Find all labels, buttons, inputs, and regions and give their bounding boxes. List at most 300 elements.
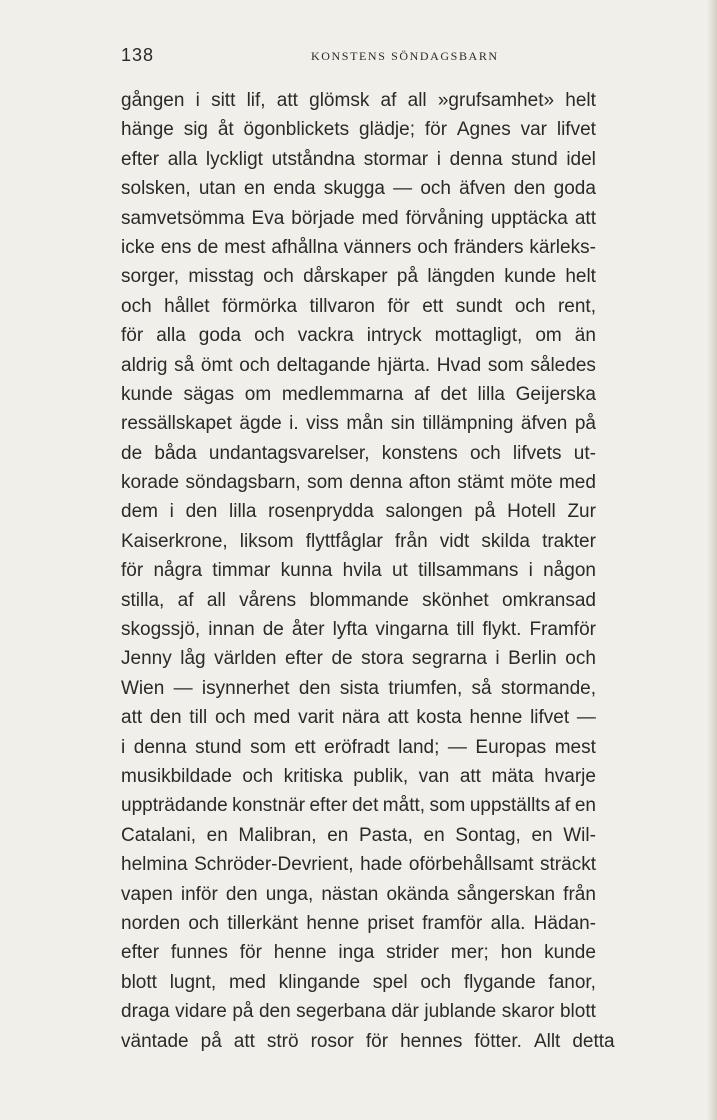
- word: konstens: [381, 442, 458, 464]
- word: tillämpning: [422, 413, 514, 435]
- word: i: [121, 736, 126, 758]
- word: triumfen,: [388, 677, 463, 699]
- word: liksom: [239, 530, 294, 552]
- word: Hotell: [507, 501, 556, 523]
- word: längden: [427, 266, 495, 288]
- word: hade: [360, 854, 403, 876]
- text-line: [121, 468, 596, 497]
- body-text: [121, 86, 615, 1056]
- word: stora: [361, 648, 404, 670]
- word: skilda: [481, 530, 530, 552]
- word: lifvet: [530, 707, 570, 729]
- word: sundt: [455, 295, 503, 317]
- word: båda: [154, 442, 197, 464]
- word: och: [470, 442, 501, 464]
- word: Zur: [567, 501, 596, 523]
- text-line: [121, 497, 596, 526]
- word: för: [424, 119, 448, 141]
- word: började: [291, 207, 355, 229]
- word: att: [459, 765, 481, 787]
- word: från: [394, 530, 428, 552]
- word: Catalani,: [121, 824, 196, 846]
- text-line: [121, 204, 596, 233]
- word: efter: [121, 148, 160, 170]
- word: lilla: [477, 383, 505, 405]
- word: kunde: [544, 942, 596, 964]
- word: vidt: [439, 530, 470, 552]
- word: —: [393, 178, 413, 200]
- text-line: [121, 174, 596, 203]
- word: ut: [391, 560, 408, 582]
- word: hvila: [342, 560, 382, 582]
- word: den: [149, 707, 182, 729]
- word: alla: [156, 325, 186, 347]
- word: vänners: [343, 236, 412, 258]
- word: Agnes: [456, 119, 511, 141]
- word: Europas: [475, 736, 547, 758]
- word: vackra: [297, 325, 354, 347]
- word: blott: [121, 971, 157, 993]
- word: denna: [349, 472, 403, 494]
- word: fränders: [453, 236, 524, 258]
- word: Schröder-Devrient,: [194, 854, 354, 876]
- text-line: [121, 791, 596, 820]
- word: segrarna: [411, 648, 487, 670]
- word: korade: [121, 472, 180, 494]
- word: med: [228, 971, 266, 993]
- word: någon: [543, 560, 596, 582]
- word: en: [574, 795, 596, 817]
- word: blott: [559, 1001, 596, 1023]
- word: som: [429, 795, 466, 817]
- text-line: [121, 762, 596, 791]
- text-line: [121, 409, 596, 438]
- page-edge-shadow: [707, 0, 717, 1120]
- word: där: [391, 1001, 419, 1023]
- word: kärleks-: [529, 236, 596, 258]
- word: van: [418, 765, 450, 787]
- word: en: [531, 824, 553, 846]
- word: sångerskan: [456, 883, 556, 905]
- word: spel: [372, 971, 408, 993]
- text-line: [121, 733, 596, 762]
- word: klingande: [278, 971, 361, 993]
- word: så: [174, 354, 195, 376]
- word: undantagsvarelser,: [208, 442, 370, 464]
- word: deltagande: [276, 354, 371, 376]
- word: med: [361, 207, 399, 229]
- word: ut-: [573, 442, 596, 464]
- word: mer;: [450, 942, 489, 964]
- word: helt: [565, 90, 596, 111]
- word: att: [276, 90, 298, 111]
- word: lyfta: [332, 619, 368, 641]
- word: medlemmarna: [281, 383, 404, 405]
- word: fanor,: [548, 971, 596, 993]
- word: äfven: [459, 178, 506, 200]
- word: priset: [367, 912, 414, 934]
- text-line: [121, 556, 596, 585]
- word: detta: [572, 1030, 615, 1052]
- word: de: [121, 442, 143, 464]
- word: i.: [289, 413, 299, 435]
- word: skaror: [501, 1001, 555, 1023]
- word: Framför: [529, 619, 596, 641]
- word: denna: [449, 148, 503, 170]
- word: land;: [398, 736, 440, 758]
- word: för: [121, 325, 144, 347]
- word: alla.: [490, 912, 526, 934]
- word: funnes: [170, 942, 228, 964]
- word: afton: [408, 472, 451, 494]
- word: inför: [180, 883, 218, 905]
- word: lif,: [246, 90, 266, 111]
- word: all: [407, 90, 427, 111]
- word: viss: [306, 413, 339, 435]
- word: ömt: [200, 354, 233, 376]
- word: kritiska: [283, 765, 343, 787]
- word: ens: [160, 236, 192, 258]
- word: äfven: [520, 413, 568, 435]
- word: gången: [121, 90, 185, 111]
- word: åter: [291, 619, 325, 641]
- word: hon: [500, 942, 533, 964]
- word: flyttfåglar: [305, 530, 383, 552]
- word: och: [565, 648, 596, 670]
- word: af: [554, 795, 571, 817]
- word: tillvaron: [309, 295, 376, 317]
- text-line: [121, 997, 596, 1026]
- word: idel: [566, 148, 596, 170]
- word: väntade: [121, 1030, 189, 1052]
- word: den: [258, 1001, 291, 1023]
- word: för: [365, 1030, 389, 1052]
- word: Wil-: [563, 824, 596, 846]
- word: åt: [217, 119, 234, 141]
- word: sträckt: [540, 854, 596, 876]
- text-line: [121, 938, 596, 967]
- word: Eva: [251, 207, 285, 229]
- word: timmar: [212, 560, 271, 582]
- word: Pasta,: [359, 824, 413, 846]
- word: låg: [180, 648, 206, 670]
- word: söndagsbarn,: [185, 472, 301, 494]
- word: en: [327, 824, 349, 846]
- word: innan: [208, 619, 255, 641]
- word: kunde: [504, 266, 557, 288]
- word: —: [173, 677, 193, 699]
- word: sig: [183, 119, 208, 141]
- text-line: [121, 351, 596, 380]
- word: och: [263, 266, 294, 288]
- word: och: [121, 295, 152, 317]
- word: sitt: [211, 90, 236, 111]
- text-line: [121, 968, 596, 997]
- word: ett: [422, 295, 444, 317]
- word: mån: [346, 413, 384, 435]
- word: nästan: [321, 883, 379, 905]
- word: kunde: [121, 383, 173, 405]
- word: jublande: [424, 1001, 497, 1023]
- word: att: [387, 707, 409, 729]
- word: unga,: [265, 883, 314, 905]
- text-line: [121, 527, 596, 556]
- word: än: [574, 325, 596, 347]
- word: henne: [306, 912, 360, 934]
- word: hänge: [121, 119, 174, 141]
- word: i: [195, 90, 200, 111]
- word: ögonblickets: [243, 119, 350, 141]
- word: till: [456, 619, 475, 641]
- word: på: [232, 1001, 254, 1023]
- word: trakter: [542, 530, 596, 552]
- word: stormande,: [500, 677, 596, 699]
- word: hållet: [164, 295, 210, 317]
- word: vidare: [175, 1001, 227, 1023]
- word: kosta: [416, 707, 462, 729]
- word: från: [563, 883, 596, 905]
- word: ägde: [239, 413, 282, 435]
- word: goda: [198, 325, 242, 347]
- word: vapen: [121, 883, 173, 905]
- word: uppställts: [469, 795, 551, 817]
- word: stämt: [457, 472, 504, 494]
- word: norden: [121, 912, 181, 934]
- word: strider: [386, 942, 439, 964]
- word: och: [254, 325, 285, 347]
- word: alla: [167, 148, 198, 170]
- word: så: [471, 677, 492, 699]
- word: utståndna: [271, 148, 356, 170]
- word: glömsk: [309, 90, 370, 111]
- word: de: [331, 648, 353, 670]
- word: framför: [422, 912, 483, 934]
- text-line: [121, 115, 596, 144]
- word: intryck: [366, 325, 422, 347]
- word: på: [474, 501, 496, 523]
- word: att: [121, 707, 143, 729]
- page-number: 138: [121, 45, 155, 65]
- word: Wien: [121, 677, 165, 699]
- word: för: [121, 560, 144, 582]
- word: den: [225, 883, 258, 905]
- word: en: [244, 178, 266, 200]
- word: eröfradt: [324, 736, 390, 758]
- word: som: [250, 736, 287, 758]
- word: Berlin: [508, 648, 557, 670]
- text-line: [121, 1027, 615, 1056]
- word: afhållna: [271, 236, 338, 258]
- word: den: [185, 501, 218, 523]
- word: det: [440, 383, 467, 405]
- word: och: [214, 707, 246, 729]
- word: hjärta.: [377, 354, 431, 376]
- word: mest: [554, 736, 596, 758]
- word: sin: [390, 413, 416, 435]
- word: sägas: [183, 383, 235, 405]
- word: lifvets: [512, 442, 562, 464]
- word: sorger,: [121, 266, 180, 288]
- word: omkransad: [502, 589, 596, 611]
- word: enda: [273, 178, 316, 200]
- word: af: [177, 589, 194, 611]
- word: solsken,: [121, 178, 191, 200]
- word: helt: [565, 266, 596, 288]
- word: om: [244, 383, 272, 405]
- word: vårens: [239, 589, 297, 611]
- word: efter: [121, 942, 160, 964]
- text-line: [121, 615, 596, 644]
- word: stund: [195, 736, 242, 758]
- word: skönhet: [422, 589, 489, 611]
- word: salongen: [385, 501, 463, 523]
- word: Allt: [533, 1030, 561, 1052]
- word: rosenprydda: [268, 501, 374, 523]
- word: Jenny: [121, 648, 172, 670]
- word: utan: [198, 178, 236, 200]
- word: stilla,: [121, 589, 165, 611]
- word: strö: [266, 1030, 299, 1052]
- word: det: [351, 795, 379, 817]
- word: mottagligt,: [434, 325, 523, 347]
- text-line: [121, 880, 596, 909]
- word: och: [420, 178, 451, 200]
- word: i: [528, 560, 533, 582]
- word: varit: [298, 707, 334, 729]
- text-line: [121, 644, 596, 673]
- text-line: [121, 233, 596, 262]
- word: rent,: [557, 295, 596, 317]
- word: af: [380, 90, 397, 111]
- word: sista: [339, 677, 379, 699]
- word: lifvet: [556, 119, 596, 141]
- text-line: [121, 586, 596, 615]
- word: Hädan-: [533, 912, 596, 934]
- word: kunna: [280, 560, 333, 582]
- word: på: [396, 266, 419, 288]
- text-line: [121, 292, 596, 321]
- word: och: [514, 295, 546, 317]
- word: ett: [294, 736, 316, 758]
- word: några: [153, 560, 203, 582]
- word: möte: [510, 472, 553, 494]
- text-line: [121, 674, 596, 703]
- word: ressällskapet: [121, 413, 232, 435]
- word: och: [420, 971, 452, 993]
- text-line: [121, 909, 596, 938]
- word: och: [242, 765, 274, 787]
- word: stund: [511, 148, 558, 170]
- word: helmina: [121, 854, 188, 876]
- word: okända: [386, 883, 449, 905]
- word: upptäcka: [490, 207, 568, 229]
- text-line: [121, 145, 596, 174]
- word: blommande: [309, 589, 409, 611]
- word: hvarje: [544, 765, 596, 787]
- word: »grufsamhet»: [437, 90, 555, 111]
- word: draga: [121, 1001, 170, 1023]
- word: en: [423, 824, 445, 846]
- word: lilla: [229, 501, 257, 523]
- word: oförbehållsamt: [408, 854, 534, 876]
- word: förvåning: [405, 207, 484, 229]
- text-line: [121, 439, 596, 468]
- word: att: [574, 207, 596, 229]
- word: och: [417, 236, 448, 258]
- word: således: [530, 354, 596, 376]
- word: —: [447, 736, 467, 758]
- word: Geijerska: [515, 383, 596, 405]
- word: i: [436, 148, 442, 170]
- word: fötter.: [474, 1030, 522, 1052]
- word: flykt.: [482, 619, 522, 641]
- word: samvetsömma: [121, 207, 245, 229]
- word: aldrig: [121, 354, 168, 376]
- word: världen: [214, 648, 277, 670]
- word: och: [239, 354, 270, 376]
- word: musikbildade: [121, 765, 232, 787]
- word: henne: [469, 707, 523, 729]
- word: hennes: [400, 1030, 463, 1052]
- word: Malibran,: [238, 824, 317, 846]
- word: och: [188, 912, 220, 934]
- text-line: [121, 703, 596, 732]
- word: med: [253, 707, 291, 729]
- word: som: [307, 472, 344, 494]
- word: i: [495, 648, 500, 670]
- word: all: [206, 589, 226, 611]
- word: glädje;: [359, 119, 415, 141]
- word: Hvad: [436, 354, 482, 376]
- word: segerbana: [296, 1001, 386, 1023]
- text-line: [121, 380, 596, 409]
- word: mest: [224, 236, 266, 258]
- word: i: [169, 501, 174, 523]
- word: dårskaper: [303, 266, 388, 288]
- word: tillsammans: [418, 560, 519, 582]
- page-header: [121, 45, 596, 67]
- text-line: [121, 821, 596, 850]
- word: flygande: [463, 971, 536, 993]
- word: de: [197, 236, 219, 258]
- word: efter: [309, 795, 348, 817]
- word: för: [387, 295, 410, 317]
- word: den: [513, 178, 546, 200]
- word: skogssjö,: [121, 619, 201, 641]
- word: nära: [341, 707, 380, 729]
- word: isynnerhet: [201, 677, 290, 699]
- word: dem: [121, 501, 158, 523]
- word: på: [200, 1030, 222, 1052]
- word: mäta: [491, 765, 534, 787]
- text-line: [121, 86, 596, 115]
- word: efter: [284, 648, 323, 670]
- word: henne: [273, 942, 327, 964]
- word: till: [189, 707, 208, 729]
- word: konstnär: [232, 795, 306, 817]
- word: misstag: [188, 266, 254, 288]
- word: icke: [121, 236, 155, 258]
- word: förmörka: [222, 295, 298, 317]
- word: stormar: [363, 148, 429, 170]
- text-line: [121, 262, 596, 291]
- word: lyckligt: [205, 148, 263, 170]
- word: rosor: [310, 1030, 354, 1052]
- word: om: [535, 325, 562, 347]
- word: af: [413, 383, 430, 405]
- word: den: [298, 677, 331, 699]
- word: för: [239, 942, 262, 964]
